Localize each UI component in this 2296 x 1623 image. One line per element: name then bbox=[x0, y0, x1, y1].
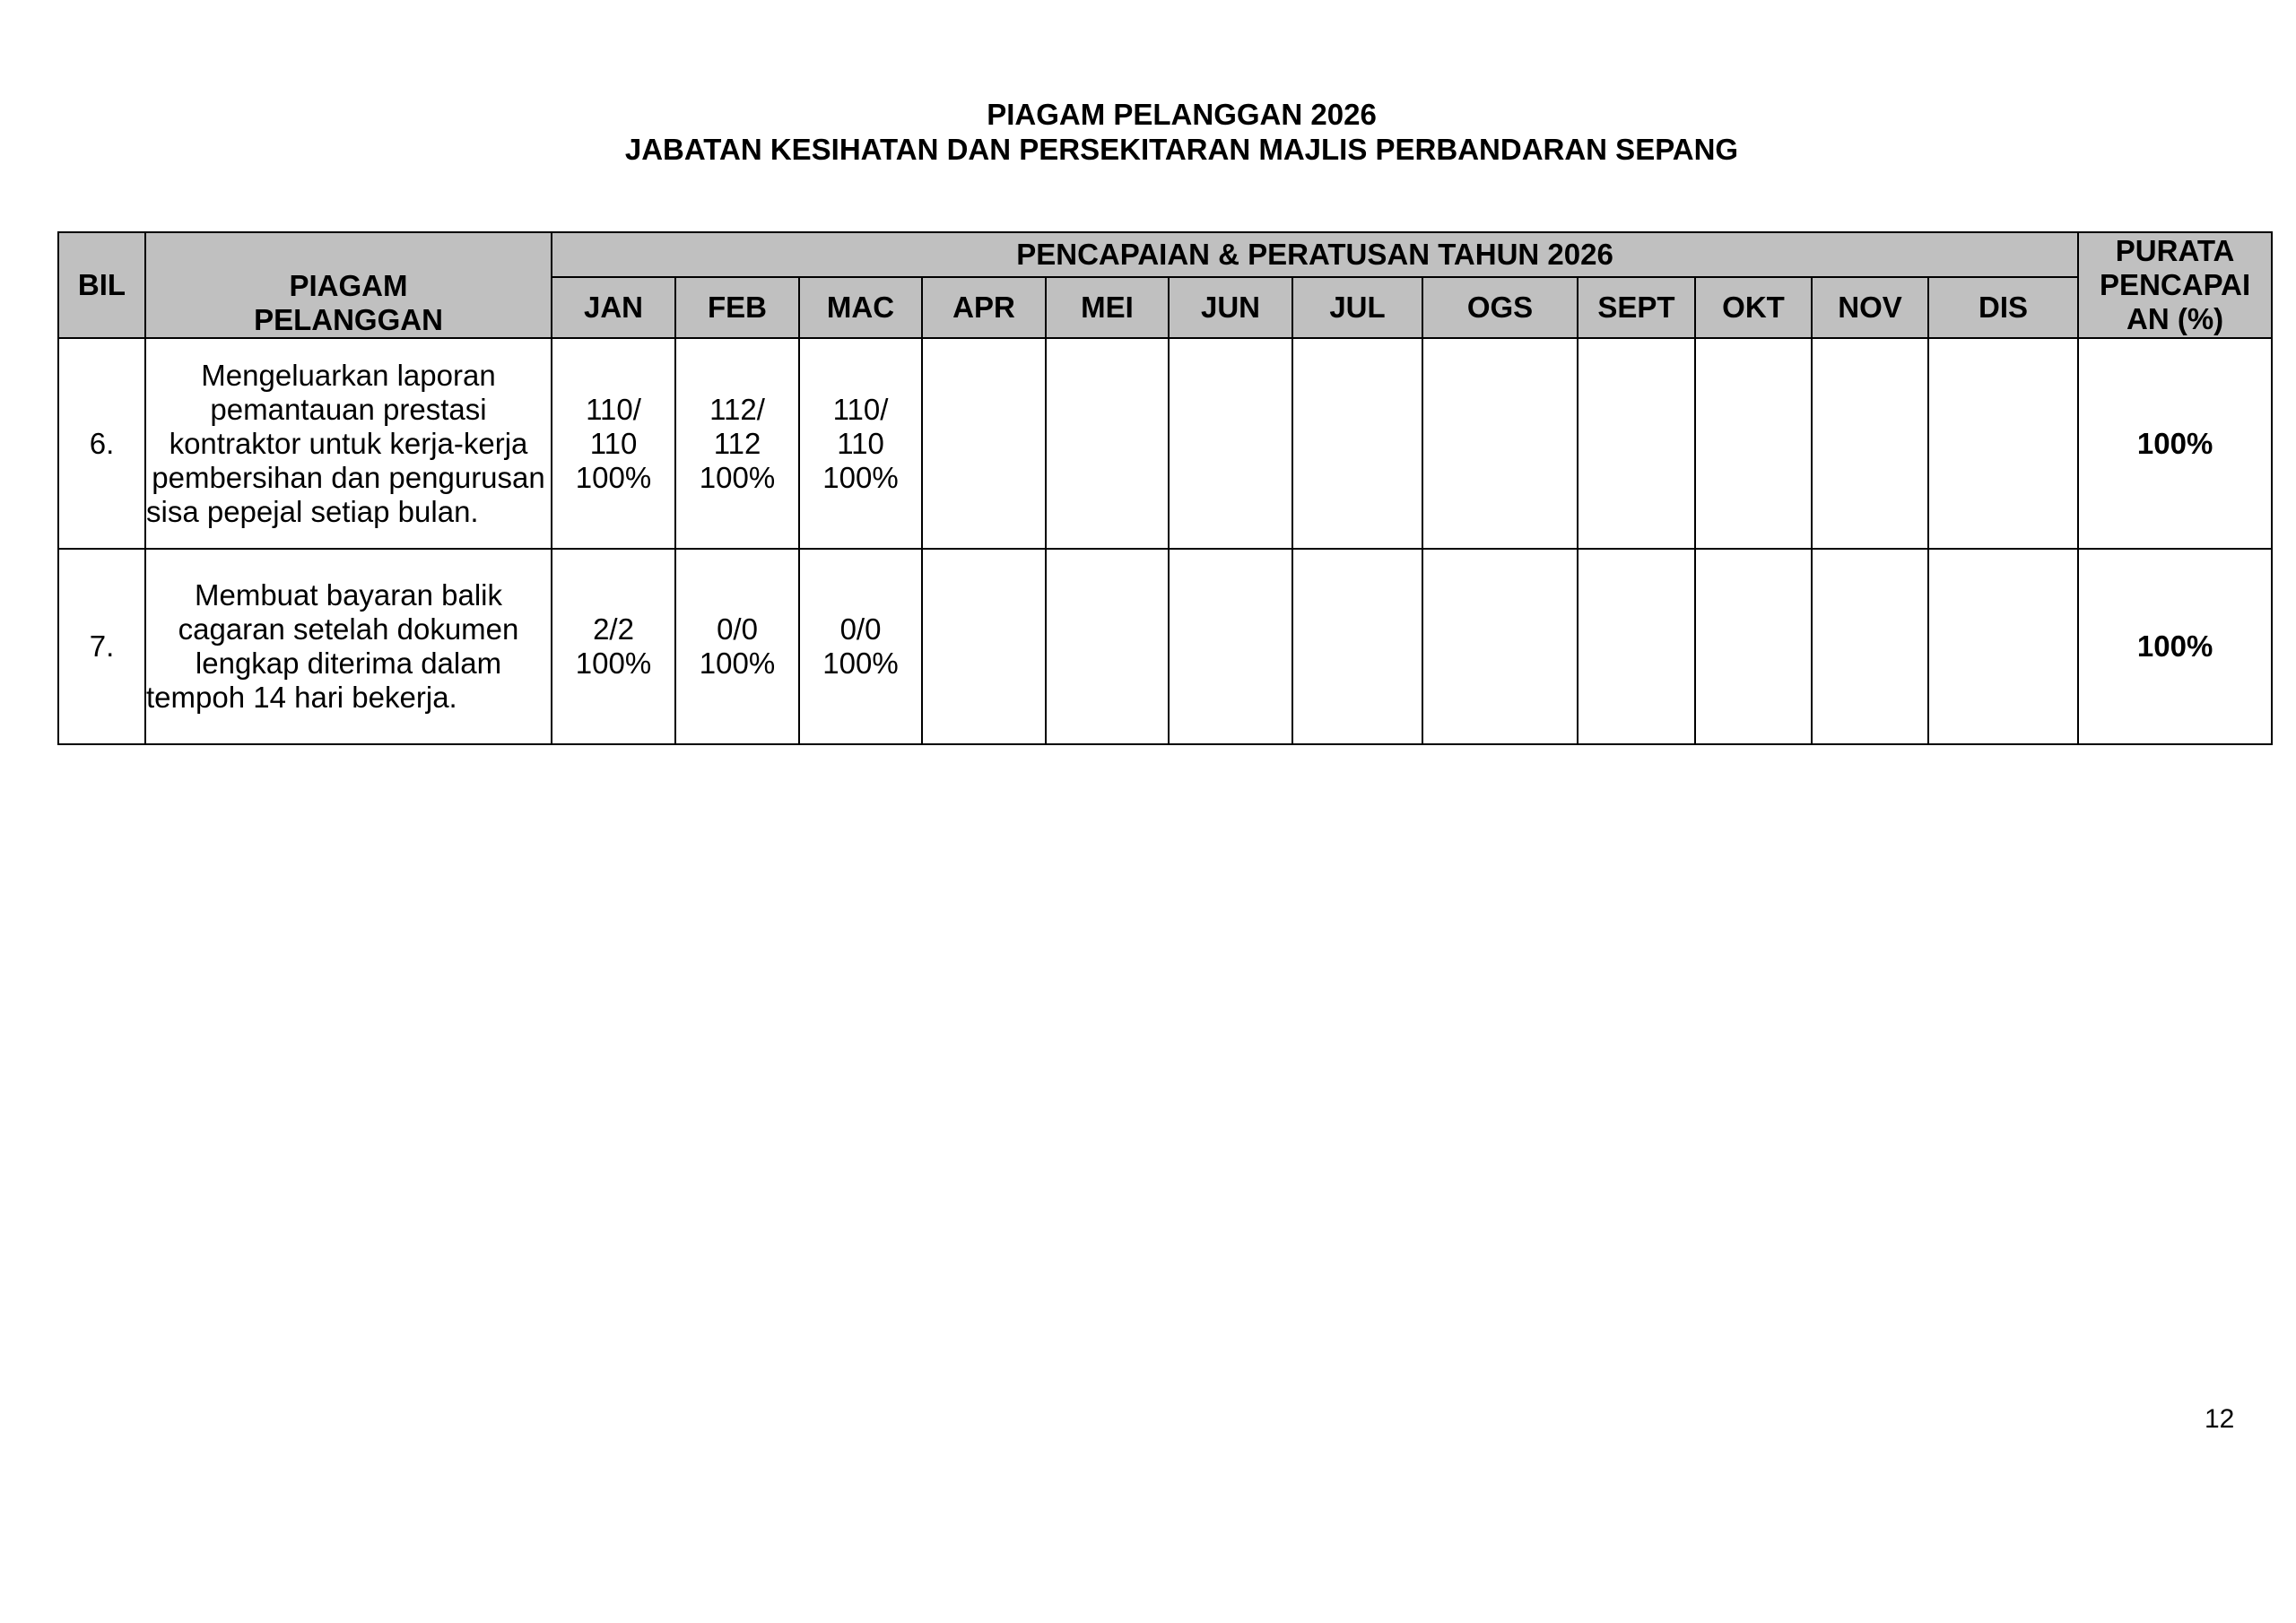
row-bil: 7. bbox=[58, 549, 145, 744]
header-month-jan: JAN bbox=[552, 277, 675, 338]
table-row bbox=[58, 549, 2272, 744]
row-month-sept bbox=[1578, 338, 1695, 549]
row-month-mac: 0/0 100% bbox=[799, 549, 922, 744]
header-average-line1: PURATA bbox=[2115, 234, 2235, 267]
row-month-dis bbox=[1928, 549, 2078, 744]
row-description-text: Membuat bayaran balik cagaran setelah dokumen lengkap diterima dalam tempoh 14 hari bekerja. bbox=[146, 578, 519, 714]
row-description bbox=[145, 549, 552, 744]
header-piagam-line2: PELANGGAN bbox=[254, 303, 443, 336]
row-description-text: Mengeluarkan laporan pemantauan prestasi kontraktor untuk kerja-kerja pembersihan dan pengurusan sisa pepejal setiap bulan. bbox=[146, 358, 545, 528]
row-month-jun bbox=[1169, 549, 1292, 744]
row-month-jan: 2/2 100% bbox=[552, 549, 675, 744]
header-piagam-line1: PIAGAM bbox=[289, 269, 408, 302]
row-month-nov bbox=[1812, 338, 1928, 549]
document-subtitle: JABATAN KESIHATAN DAN PERSEKITARAN MAJLIS PERBANDARAN SEPANG bbox=[624, 133, 1739, 166]
document-title: PIAGAM PELANGGAN 2026 bbox=[987, 98, 1377, 131]
row-month-okt bbox=[1695, 549, 1812, 744]
header-month-jul: JUL bbox=[1292, 277, 1422, 338]
header-month-mac: MAC bbox=[799, 277, 922, 338]
header-month-feb: FEB bbox=[675, 277, 799, 338]
header-month-apr: APR bbox=[922, 277, 1046, 338]
row-bil: 6. bbox=[58, 338, 145, 549]
row-month-okt bbox=[1695, 338, 1812, 549]
header-month-mei: MEI bbox=[1046, 277, 1169, 338]
header-bil: BIL bbox=[58, 232, 145, 338]
header-month-nov: NOV bbox=[1812, 277, 1928, 338]
header-month-ogs: OGS bbox=[1422, 277, 1578, 338]
row-month-jul bbox=[1292, 338, 1422, 549]
row-month-ogs bbox=[1422, 549, 1578, 744]
header-month-okt: OKT bbox=[1695, 277, 1812, 338]
row-month-ogs bbox=[1422, 338, 1578, 549]
row-month-apr bbox=[922, 338, 1046, 549]
row-average: 100% bbox=[2078, 549, 2272, 744]
header-piagam-pelanggan bbox=[145, 232, 552, 338]
row-month-mac: 110/ 110 100% bbox=[799, 338, 922, 549]
header-average-line3: AN (%) bbox=[2126, 302, 2224, 335]
row-month-dis bbox=[1928, 338, 2078, 549]
header-average bbox=[2078, 232, 2272, 338]
row-month-nov bbox=[1812, 549, 1928, 744]
table-row bbox=[58, 338, 2272, 549]
row-month-mei bbox=[1046, 549, 1169, 744]
row-month-apr bbox=[922, 549, 1046, 744]
header-month-sept: SEPT bbox=[1578, 277, 1695, 338]
header-month-dis: DIS bbox=[1928, 277, 2078, 338]
row-month-jun bbox=[1169, 338, 1292, 549]
header-average-line2: PENCAPAI bbox=[2100, 268, 2251, 301]
page-number: 12 bbox=[2205, 1404, 2235, 1434]
row-month-feb: 112/ 112 100% bbox=[675, 338, 799, 549]
row-month-sept bbox=[1578, 549, 1695, 744]
header-month-jun: JUN bbox=[1169, 277, 1292, 338]
row-month-jul bbox=[1292, 549, 1422, 744]
header-achievement-group: PENCAPAIAN & PERATUSAN TAHUN 2026 bbox=[552, 232, 2078, 277]
row-month-feb: 0/0 100% bbox=[675, 549, 799, 744]
row-average: 100% bbox=[2078, 338, 2272, 549]
document-title-block bbox=[0, 97, 2296, 167]
row-month-jan: 110/ 110 100% bbox=[552, 338, 675, 549]
row-month-mei bbox=[1046, 338, 1169, 549]
customer-charter-table bbox=[57, 231, 2273, 745]
row-description bbox=[145, 338, 552, 549]
